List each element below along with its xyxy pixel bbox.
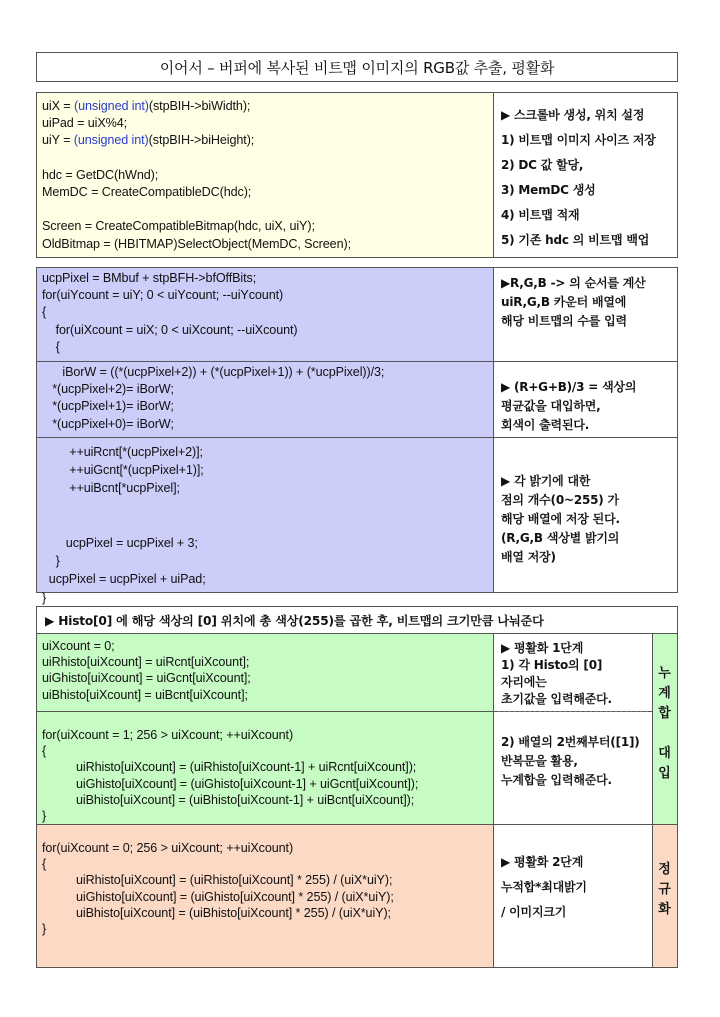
- note-line: / 이미지크기: [501, 905, 567, 919]
- note-line: 1) 각 Histo의 [0]: [501, 658, 603, 672]
- code-line: uiRhisto[uiXcount] = (uiRhisto[uiXcount] * 255) / (uiX*uiY);: [42, 873, 393, 888]
- notes-2b: [501, 378, 636, 435]
- code-line: ucpPixel = ucpPixel + 3;: [42, 536, 198, 551]
- notes-3b: [501, 733, 640, 790]
- side-char: 대: [658, 746, 671, 761]
- note-line: 배열 저장): [501, 550, 556, 564]
- code-line: {: [42, 744, 47, 759]
- note-line: 2) 배열의 2번째부터([1]): [501, 735, 640, 749]
- note-line: ▶R,G,B -> 의 순서를 계산: [501, 276, 646, 290]
- code-line: {: [42, 339, 60, 354]
- code-line: uiGhisto[uiXcount] = uiGcnt[uiXcount];: [42, 671, 251, 686]
- code-line: for(uiXcount = 1; 256 > uiXcount; ++uiXcount): [42, 728, 294, 742]
- code-line: {: [42, 305, 47, 320]
- side-label-cumulative: [652, 664, 677, 784]
- notes-2a: [501, 274, 646, 331]
- side-char: 규: [658, 882, 671, 897]
- code-line: *(ucpPixel+0)= iBorW;: [42, 416, 174, 431]
- keyword: (unsigned int): [73, 99, 149, 113]
- note-line: 3) MemDC 생성: [501, 183, 596, 197]
- code-line: ++uiBcnt[*ucpPixel];: [42, 481, 180, 496]
- note-line: 해당 비트맵의 수를 입력: [501, 314, 627, 328]
- code-line: uiBhisto[uiXcount] = (uiBhisto[uiXcount-1] + uiBcnt[uiXcount]);: [42, 792, 415, 807]
- page-title: 이어서 – 버퍼에 복사된 비트맵 이미지의 RGB값 추출, 평활화: [36, 52, 678, 82]
- code-line: for(uiXcount = uiX; 0 < uiXcount; --uiXcount): [42, 322, 298, 337]
- code-line: OldBitmap = (HBITMAP)SelectObject(MemDC, Screen);: [42, 236, 351, 251]
- note-line: ▶ 각 밝기에 대한: [501, 474, 591, 488]
- code-line: uiGhisto[uiXcount] = (uiGhisto[uiXcount] * 255) / (uiX*uiY);: [42, 889, 394, 904]
- code-line: [42, 516, 206, 534]
- code-line: uiGhisto[uiXcount] = (uiGhisto[uiXcount-1] + uiGcnt[uiXcount]);: [42, 776, 419, 791]
- section-1-code-panel: [37, 93, 493, 257]
- section-3-header: ▶ Histo[0] 에 해당 색상의 [0] 위치에 총 색상(255)를 곱한 후, 비트맵의 크기만큼 나눠준다: [36, 606, 678, 634]
- code-block-2b: [42, 364, 384, 433]
- code-line: }: [42, 590, 47, 605]
- note-line: 4) 비트맵 적재: [501, 208, 580, 222]
- code-line: uiY = (unsigned int)(stpBIH->biHeight);: [42, 133, 255, 148]
- note-line: ▶ 평활화 1단계: [501, 641, 584, 655]
- note-line: 2) DC 값 할당,: [501, 158, 584, 172]
- code-block-1: [42, 98, 351, 253]
- code-line: hdc = GetDC(hWnd);: [42, 167, 159, 182]
- code-line: [42, 201, 351, 218]
- note-line: 5) 기존 hdc 의 비트맵 백업: [501, 233, 650, 247]
- note-line: 해당 배열에 저장 된다.: [501, 512, 620, 526]
- note-line: ▶ 평활화 2단계: [501, 855, 584, 869]
- note-line: 1) 비트맵 이미지 사이즈 저장: [501, 133, 656, 147]
- side-label-normalize: [652, 860, 677, 920]
- code-line: MemDC = CreateCompatibleDC(hdc);: [42, 185, 252, 200]
- code-line: [42, 498, 206, 516]
- keyword: (unsigned int): [73, 133, 149, 148]
- side-char: 화: [658, 902, 671, 917]
- notes-2c: [501, 472, 620, 567]
- notes-1: [501, 103, 656, 253]
- code-line: uiX = (unsigned int)(stpBIH->biWidth);: [42, 99, 251, 113]
- note-line: 점의 개수(0~255) 가: [501, 493, 619, 507]
- note-line: 평균값을 대입하면,: [501, 399, 601, 413]
- code-line: ucpPixel = BMbuf + stpBFH->bfOffBits;: [42, 271, 257, 285]
- side-char: 누: [658, 666, 671, 681]
- note-line: (R,G,B 색상별 밝기의: [501, 531, 620, 545]
- note-line: 회색이 출력된다.: [501, 418, 590, 432]
- notes-3a: [501, 640, 612, 708]
- note-line: uiR,G,B 카운터 배열에: [501, 295, 627, 309]
- code-line: }: [42, 809, 47, 824]
- notes-3c: [501, 850, 587, 925]
- code-line: uiBhisto[uiXcount] = (uiBhisto[uiXcount] * 255) / (uiX*uiY);: [42, 905, 391, 920]
- note-line: 초기값을 입력해준다.: [501, 692, 612, 706]
- note-line: 자리에는: [501, 675, 547, 689]
- code-line: uiBhisto[uiXcount] = uiBcnt[uiXcount];: [42, 687, 248, 702]
- code-line: *(ucpPixel+1)= iBorW;: [42, 399, 174, 414]
- code-line: ucpPixel = ucpPixel + uiPad;: [42, 572, 206, 587]
- code-line: uiRhisto[uiXcount] = uiRcnt[uiXcount];: [42, 655, 250, 670]
- side-char: 계: [658, 686, 671, 701]
- note-line: 누계합을 입력해준다.: [501, 773, 612, 787]
- code-line: uiXcount = 0;: [42, 639, 115, 653]
- code-line: uiRhisto[uiXcount] = (uiRhisto[uiXcount-1] + uiRcnt[uiXcount]);: [42, 760, 417, 775]
- code-line: {: [42, 857, 47, 872]
- code-block-3c: [42, 840, 394, 937]
- code-line: Screen = CreateCompatibleBitmap(hdc, uiX, uiY);: [42, 219, 315, 234]
- code-line: ++uiRcnt[*(ucpPixel+2)];: [42, 445, 203, 459]
- side-char: 정: [658, 862, 671, 877]
- note-line: 누적합*최대밝기: [501, 880, 587, 894]
- code-line: }: [42, 922, 47, 937]
- code-line: for(uiXcount = 0; 256 > uiXcount; ++uiXcount): [42, 841, 294, 855]
- code-line: iBorW = ((*(ucpPixel+2)) + (*(ucpPixel+1)) + (*ucpPixel))/3;: [42, 365, 385, 379]
- note-line: ▶ (R+G+B)/3 = 색상의: [501, 380, 637, 394]
- code-block-3a: [42, 638, 251, 703]
- code-line: *(ucpPixel+2)= iBorW;: [42, 382, 174, 397]
- code-line: ++uiGcnt[*(ucpPixel+1)];: [42, 463, 204, 478]
- code-line: }: [42, 554, 60, 569]
- code-line: [42, 150, 351, 167]
- side-char: 합: [658, 706, 671, 721]
- note-line: ▶ 스크롤바 생성, 위치 설정: [501, 108, 645, 122]
- code-line: uiPad = uiX%4;: [42, 116, 128, 131]
- code-block-3b: [42, 727, 418, 824]
- code-line: for(uiYcount = uiY; 0 < uiYcount; --uiYcount): [42, 288, 284, 303]
- side-char: 입: [658, 766, 671, 781]
- note-line: 반복문을 활용,: [501, 754, 578, 768]
- code-block-2c: [42, 443, 206, 607]
- side-char: [662, 724, 667, 744]
- code-block-2a: [42, 270, 298, 356]
